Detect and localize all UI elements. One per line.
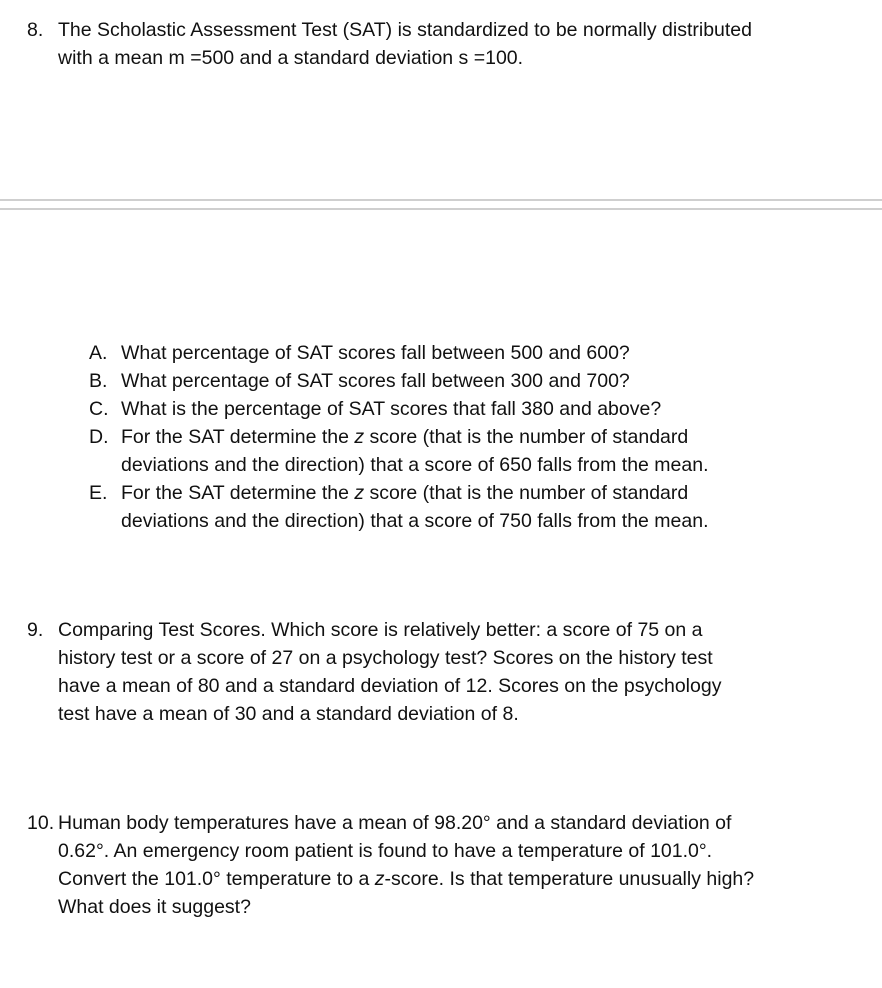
question-8-line-1: The Scholastic Assessment Test (SAT) is standardized to be normally distributed	[58, 19, 753, 41]
part-c	[0, 395, 860, 423]
part-e-text	[121, 479, 860, 535]
question-8-number: 8.	[27, 19, 44, 41]
part-d-line-2: deviations and the direction) that a score of 650 falls from the mean.	[121, 454, 709, 476]
part-a-letter: A.	[89, 342, 108, 364]
question-9-line-3: have a mean of 80 and a standard deviation of 12. Scores on the psychology	[58, 675, 722, 697]
part-a	[0, 339, 860, 367]
question-10-line-2: 0.62°. An emergency room patient is found to have a temperature of 101.0°.	[58, 840, 713, 862]
part-b-text: What percentage of SAT scores fall between 300 and 700?	[121, 370, 630, 392]
question-9-line-1: Comparing Test Scores. Which score is relatively better: a score of 75 on a	[58, 619, 703, 641]
question-8-text	[58, 16, 860, 72]
part-d-line-1	[121, 423, 860, 451]
part-d-z-symbol: z	[354, 426, 365, 448]
question-10-line-1: Human body temperatures have a mean of 98.20° and a standard deviation of	[58, 812, 732, 834]
part-d-text-pre: For the SAT determine the	[121, 426, 355, 448]
part-d-letter: D.	[89, 426, 109, 448]
part-e-z-symbol: z	[354, 482, 365, 504]
question-9-line-2: history test or a score of 27 on a psychology test? Scores on the history test	[58, 647, 713, 669]
part-e-text-pre: For the SAT determine the	[121, 482, 355, 504]
part-c-text: What is the percentage of SAT scores that fall 380 and above?	[121, 398, 662, 420]
part-e-text-post: score (that is the number of standard	[364, 482, 689, 504]
question-10-line-3	[58, 865, 860, 893]
part-e-line-2: deviations and the direction) that a score of 750 falls from the mean.	[121, 510, 709, 532]
part-c-letter: C.	[89, 398, 109, 420]
page-divider-bottom	[0, 208, 882, 210]
question-10-line-3-pre: Convert the 101.0° temperature to a	[58, 868, 375, 890]
question-10-number: 10.	[27, 812, 55, 834]
question-10-line-4: What does it suggest?	[58, 896, 251, 918]
page-divider-top	[0, 199, 882, 201]
question-9-line-4: test have a mean of 30 and a standard deviation of 8.	[58, 703, 519, 725]
question-9-number: 9.	[27, 619, 44, 641]
part-a-text: What percentage of SAT scores fall between 500 and 600?	[121, 342, 630, 364]
question-8	[0, 16, 860, 72]
part-e-line-1	[121, 479, 860, 507]
question-9-text	[58, 616, 860, 728]
question-8-line-2: with a mean m =500 and a standard deviation s =100.	[58, 47, 524, 69]
question-8-parts	[0, 339, 860, 535]
part-d-text-post: score (that is the number of standard	[364, 426, 689, 448]
question-10-line-3-post: -score. Is that temperature unusually high?	[384, 868, 755, 890]
question-10-text	[58, 809, 860, 921]
question-9	[0, 616, 860, 728]
part-d-text	[121, 423, 860, 479]
question-10-z-symbol: z	[374, 868, 385, 890]
part-e	[0, 479, 860, 535]
question-10	[0, 809, 860, 921]
part-b-letter: B.	[89, 370, 108, 392]
part-b	[0, 367, 860, 395]
part-d	[0, 423, 860, 479]
part-e-letter: E.	[89, 482, 108, 504]
